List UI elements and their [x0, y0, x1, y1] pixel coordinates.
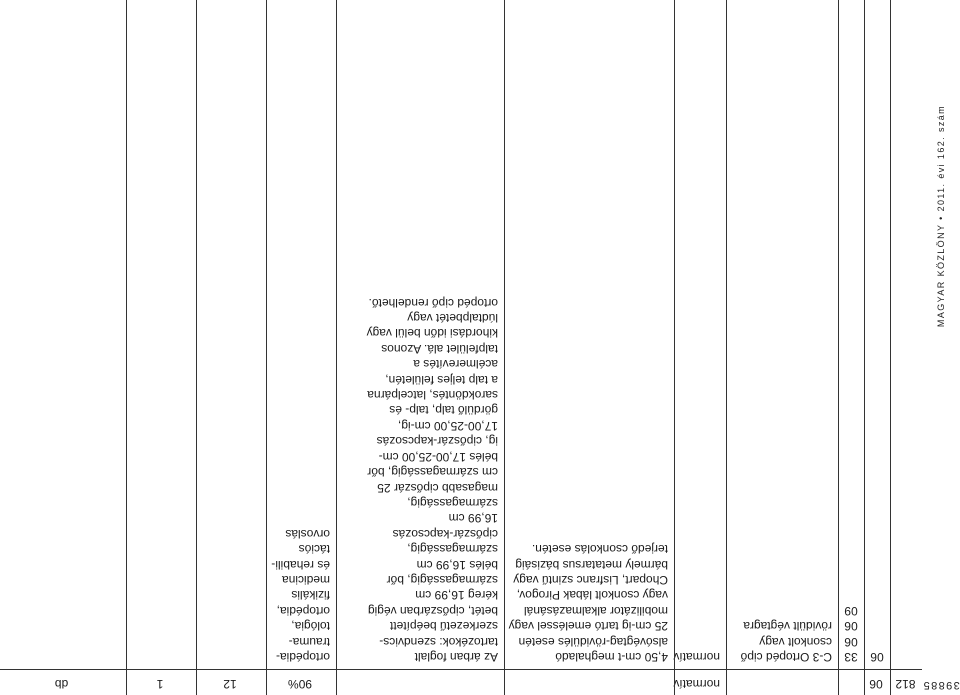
journal-title: [922, 6, 960, 426]
journal-header-strip: [922, 0, 960, 695]
empty-cell: [126, 0, 197, 669]
header-cell: 12: [196, 670, 267, 695]
prescriber-cell: ortopédia-trauma-tológia, ortopédia, fizikális medicina és rehabili-tációs orvoslás: [266, 0, 337, 669]
code-cell-b: 33 06 06 09: [838, 0, 865, 669]
empty-cell: [891, 0, 922, 669]
header-cell: [504, 670, 675, 695]
header-cell: [726, 670, 839, 695]
header-cell: 90%: [266, 670, 337, 695]
journal-title-text: MAGYAR KÖZLÖNY • 2011. évi 162. szám: [936, 104, 946, 328]
indication-cell: 4,50 cm-t meghaladó alsóvégtag-rövidülés esetén 25 cm-ig tartó emeléssel vagy mobilizátor alkalmazásánál vagy csonkolt lábak Pirogov, Chopart, Lisfranc szintű vagy bármely metatarsus bázisáig terjedő csonkolás esetén.: [504, 0, 675, 669]
table-header-row: [0, 670, 922, 695]
header-cell: db: [0, 670, 127, 695]
empty-cell: [196, 0, 267, 669]
header-cell: 06: [864, 670, 891, 695]
support-type-cell: normatív: [674, 0, 727, 669]
empty-cell: [0, 0, 127, 669]
device-name-cell: C-3 Ortopéd cipő csonkolt vagy rövidült végtagra: [726, 0, 839, 669]
header-cell: [336, 670, 505, 695]
header-cell: 812: [895, 677, 916, 691]
header-cell: normatív: [674, 670, 727, 695]
description-cell: Az árban foglalt tartozékok: szendvics-szerkezetű beépített betét, cipőszárban végig kéreg 16,99 cm szármagasságig, bőr bélés 16,99 cm szármagasságig, cipőszár-kapcsozás 16,99 cm szármagasságig, magasabb cipőszár 25 cm szármagasságig, bőr bélés 17,00-25,00 cm-ig, cipőszár-kapcsozás 17,00-25,00 cm-ig, gördülő talp, talp- és sarokdöntés, latcelpárna a talp teljes felületén, acélmerevítés a talpfelület alá. Azonos kihordási időn belül vagy lúdtalpbetét vagy ortopéd cipő rendelhető.: [336, 0, 505, 669]
code-cell-a: 06: [864, 0, 891, 669]
header-cell: [838, 670, 865, 695]
page-number: 39885: [922, 679, 960, 691]
header-cell: 1: [126, 670, 197, 695]
